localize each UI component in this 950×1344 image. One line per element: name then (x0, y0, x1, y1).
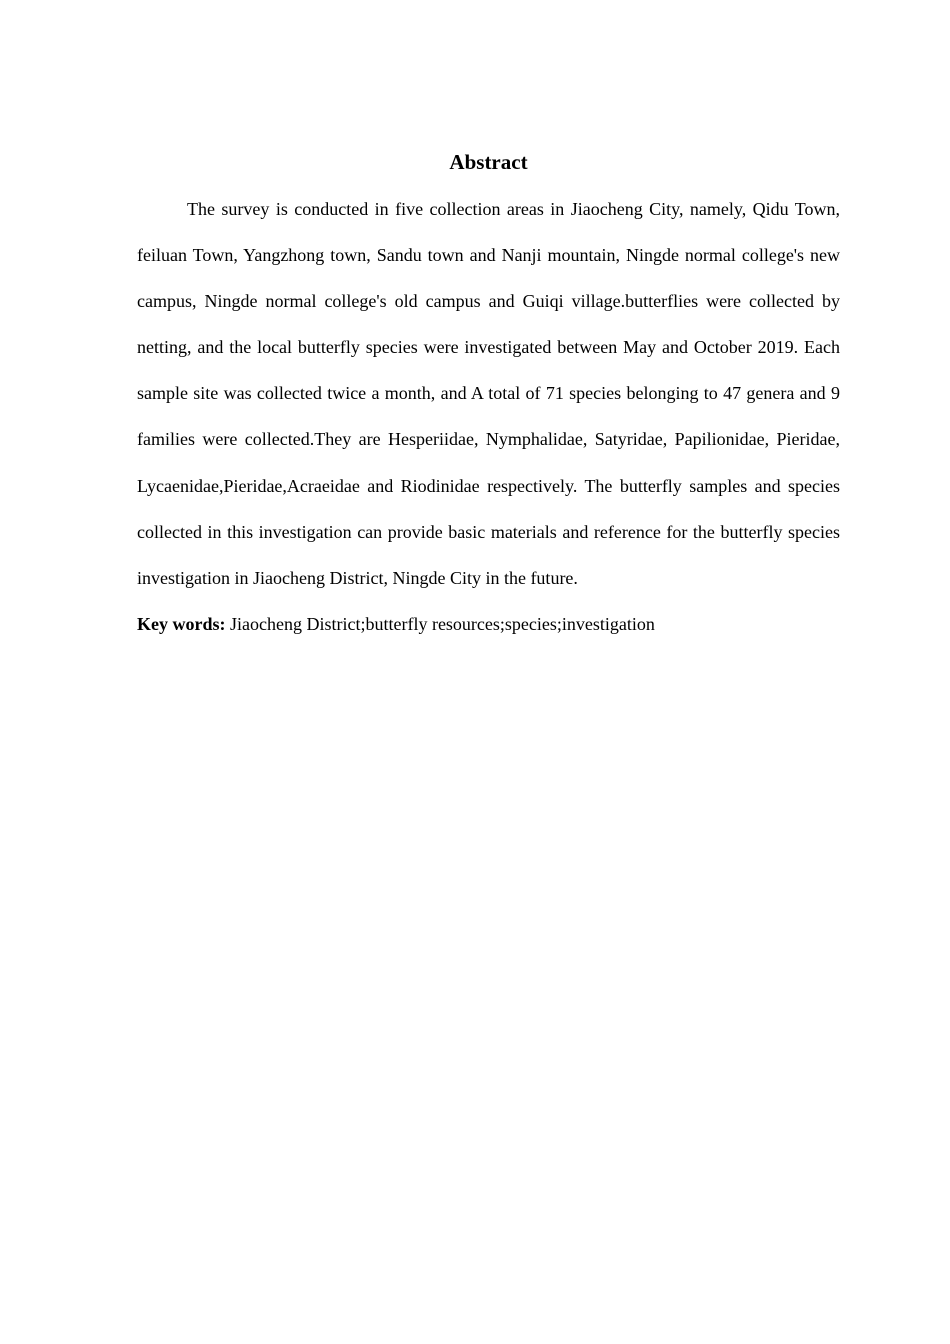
abstract-section (137, 140, 840, 647)
abstract-title: Abstract (449, 150, 528, 174)
keywords-line (137, 601, 840, 647)
keywords-text: Jiaocheng District;butterfly resources;species;investigation (225, 613, 655, 634)
keywords-label: Key words: (137, 613, 226, 634)
abstract-paragraph: The survey is conducted in five collection areas in Jiaocheng City, namely, Qidu Town, feiluan Town, Yangzhong town, Sandu town and Nanji mountain, Ningde normal college's new campus, Ningde normal college's old campus and Guiqi village.butterflies were collected by netting, and the local butterfly species were investigated between May and October 2019. Each sample site was collected twice a month, and A total of 71 species belonging to 47 genera and 9 families were collected.They are Hesperiidae, Nymphalidae, Satyridae, Papilionidae, Pieridae, Lycaenidae,Pieridae,Acraeidae and Riodinidae respectively. The butterfly samples and species collected in this investigation can provide basic materials and reference for the butterfly species investigation in Jiaocheng District, Ningde City in the future. (137, 199, 840, 588)
